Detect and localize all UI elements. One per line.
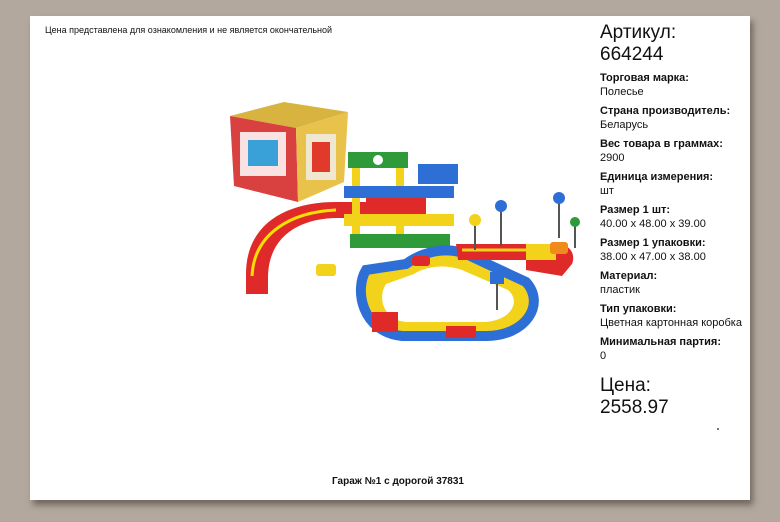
price-value: 2558.97 bbox=[600, 397, 669, 418]
article-value: 664244 bbox=[600, 44, 664, 65]
field-value: 38.00 x 47.00 x 38.00 bbox=[600, 251, 706, 263]
field-value: 0 bbox=[600, 350, 607, 362]
field-value: шт bbox=[600, 185, 614, 197]
field-label: Материал: bbox=[600, 270, 658, 282]
price-block bbox=[600, 375, 750, 419]
field-value: Полесье bbox=[600, 86, 644, 98]
article-label: Артикул: bbox=[600, 22, 677, 43]
field-label: Размер 1 шт: bbox=[600, 204, 671, 216]
field-label: Тип упаковки: bbox=[600, 303, 677, 315]
field-brand bbox=[600, 71, 750, 99]
field-value: пластик bbox=[600, 284, 640, 296]
field-label: Вес товара в граммах: bbox=[600, 138, 723, 150]
field-material bbox=[600, 269, 750, 297]
garage-tower bbox=[344, 152, 458, 248]
product-info-panel bbox=[600, 22, 750, 419]
toy-box-image bbox=[230, 102, 348, 202]
field-label: Размер 1 упаковки: bbox=[600, 237, 706, 249]
field-value: 40.00 x 48.00 x 39.00 bbox=[600, 218, 706, 230]
field-weight bbox=[600, 137, 750, 165]
field-country bbox=[600, 104, 750, 132]
price-disclaimer: Цена представлена для ознакомления и не является окончательной bbox=[45, 25, 333, 35]
price-label: Цена: bbox=[600, 375, 651, 396]
field-value: Беларусь bbox=[600, 119, 649, 131]
field-min-order bbox=[600, 335, 750, 363]
field-value: 2900 bbox=[600, 152, 625, 164]
field-value: Цветная картонная коробка bbox=[600, 317, 742, 329]
field-unit bbox=[600, 170, 750, 198]
product-sheet bbox=[30, 16, 750, 500]
product-photo bbox=[226, 94, 580, 354]
field-label: Минимальная партия: bbox=[600, 336, 721, 348]
stray-dot bbox=[717, 428, 719, 430]
field-package-type bbox=[600, 302, 750, 330]
field-package-size bbox=[600, 236, 750, 264]
product-caption: Гараж №1 с дорогой 37831 bbox=[331, 476, 464, 487]
field-label: Страна производитель: bbox=[600, 105, 731, 117]
field-item-size bbox=[600, 203, 750, 231]
field-label: Торговая марка: bbox=[600, 72, 689, 84]
field-label: Единица измерения: bbox=[600, 171, 714, 183]
